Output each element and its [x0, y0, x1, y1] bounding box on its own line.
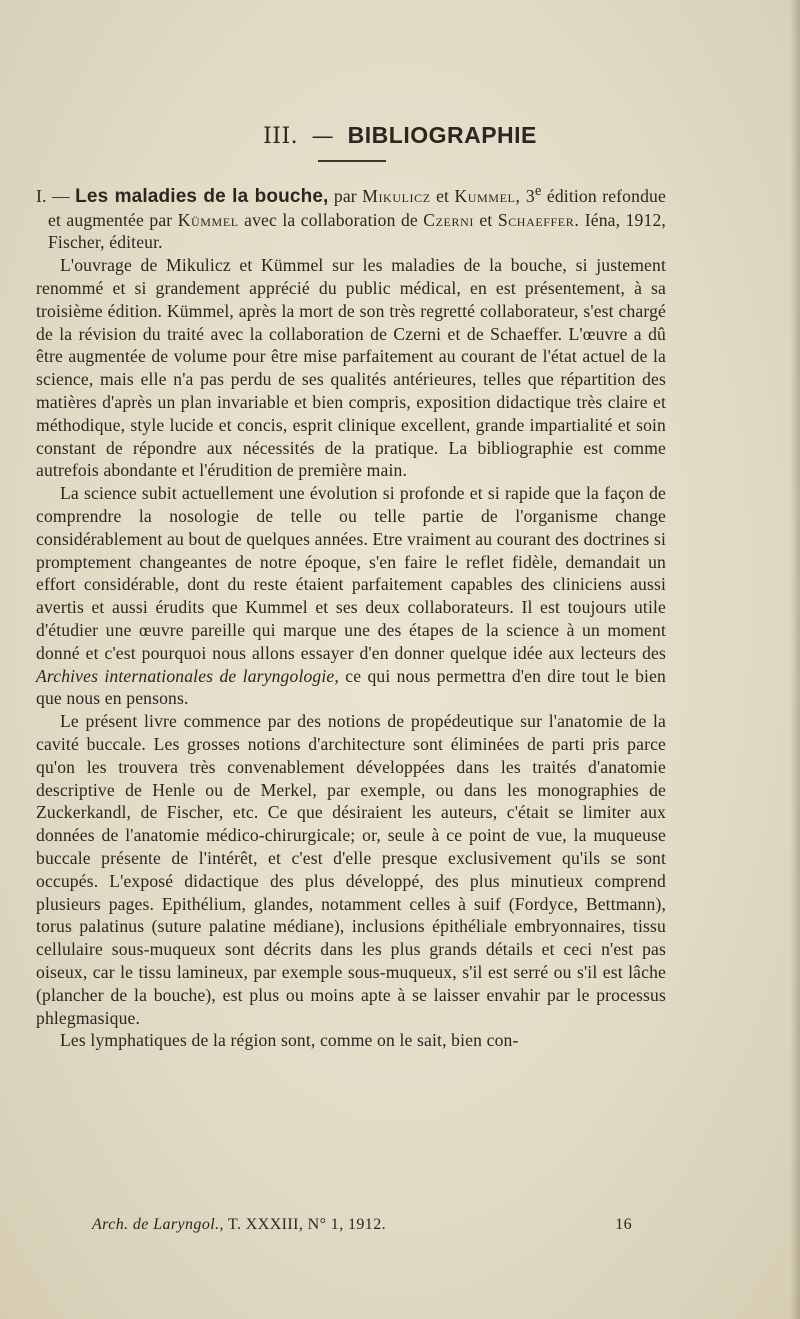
- collaborator-name: Schaeffer.: [497, 209, 580, 230]
- entry-number: I. —: [36, 185, 70, 206]
- collaborator-name: Czerni: [423, 209, 474, 230]
- author-name: Mikulicz: [362, 185, 431, 206]
- bibliography-entry: [36, 180, 666, 254]
- author-name: Kummel,: [454, 185, 521, 206]
- section-number: III.: [263, 124, 299, 149]
- paragraph: Les lymphatiques de la région sont, comme on le sait, bien con-: [60, 1030, 519, 1051]
- journal-title: Archives internationales de laryngologie,: [36, 665, 339, 686]
- entry-and: et: [436, 185, 450, 206]
- paragraph: L'ouvrage de Mikulicz et Kümmel sur les maladies de la bouche, si justement renommé et si grandement apprécié du public médical, en est présentement, à sa troisième édition. Kümmel, après la mort de son très regretté collaborateur, s'est chargé de la révision du traité avec la collaboration de Czerni et de Schaeffer. L'œuvre a dû être augmentée de volume pour être mise parfaitement au courant de l'état actuel de la science, mais elle n'a pas perdu de ses qualités antérieures, telles que répartition des matières d'après un plan invariable et bien compris, exposition didactique très claire et méthodique, style lucide et concis, esprit clinique excellent, grande impartialité et soin constant de répondre aux nécessités de la pratique. La bibliographie est comme autrefois abondante et l'érudition de première main.: [36, 255, 666, 481]
- section-dash: —: [311, 124, 335, 149]
- entry-by: par: [333, 185, 357, 206]
- book-title: Les maladies de la bouche,: [75, 185, 329, 207]
- section-heading: [0, 122, 800, 149]
- page-footer: [92, 1216, 632, 1234]
- collaboration-text: avec la collaboration de: [244, 209, 418, 230]
- paragraph-text: La science subit actuellement une évolution si profonde et si rapide que la façon de comprendre la nosologie de telle ou telle partie de l'organisme change considérablement au bout de quelques années. Etre vraiment au courant des doctrines si promptement changeantes de notre époque, s'en faire le reflet fidèle, demandait un effort considérable, dont du reste étaient parfaitement capables des cliniciens aussi avertis et aussi érudits que Kummel et ses deux collaborateurs. Il est toujours utile d'étudier une œuvre pareille qui marque une des étapes de la science à un moment donné et c'est pourquoi nous allons essayer d'en donner quelque idée aux lecteurs des: [36, 483, 666, 663]
- paragraph-text: ce qui nous permettra d'en dire tout le bien que nous en pensons.: [36, 665, 666, 709]
- edition-number: 3: [525, 185, 535, 206]
- edition-superscript: e: [534, 183, 542, 199]
- collaborator-and: et: [479, 209, 493, 230]
- reviser-name: Kümmel: [177, 209, 239, 230]
- page-number: 16: [615, 1216, 632, 1233]
- article-body: [36, 180, 666, 1052]
- volume-info: T. XXXIII, N° 1, 1912.: [228, 1216, 387, 1233]
- journal-reference: Arch. de Laryngol.,: [92, 1216, 224, 1233]
- publication-info: Iéna, 1912, Fischer, éditeur.: [48, 209, 666, 253]
- paragraph: [36, 482, 666, 710]
- paragraph: Le présent livre commence par des notions de propédeutique sur l'anatomie de la cavité buccale. Les grosses notions d'architecture sont éliminées de parti pris parce qu'on les trouvera très convenablement développées dans les traités d'anatomie descriptive de Henle ou de Merkel, par exemple, ou dans les monographies de Zuckerkandl, de Fischer, etc. Ce que désiraient les auteurs, c'était se limiter aux données de l'anatomie médico-chirurgicale; or, seule à ce point de vue, la muqueuse buccale présente de l'intérêt, et c'est d'elle presque exclusivement qu'ils se sont occupés. L'exposé didactique des plus développé, des plus minutieux comprend plusieurs pages. Epithélium, glandes, notamment celles à suif (Fordyce, Bettmann), torus palatinus (suture palatine médiane), inclusions épithéliale embryonnaires, tissu cellulaire sous-muqueux sont décrits dans les plus grands détails et ceci n'est pas oiseux, car le tissu lamineux, par exemple sous-muqueux, s'il est serré ou s'il est lâche (plancher de la bouche), est plus ou moins apte à se laisser envahir par le processus phlegmasique.: [36, 711, 666, 1028]
- page-edge-shadow: [790, 0, 800, 1319]
- heading-rule: [318, 160, 386, 162]
- section-title: BIBLIOGRAPHIE: [347, 122, 537, 148]
- edition-text: édition refondue et augmentée par: [48, 185, 666, 230]
